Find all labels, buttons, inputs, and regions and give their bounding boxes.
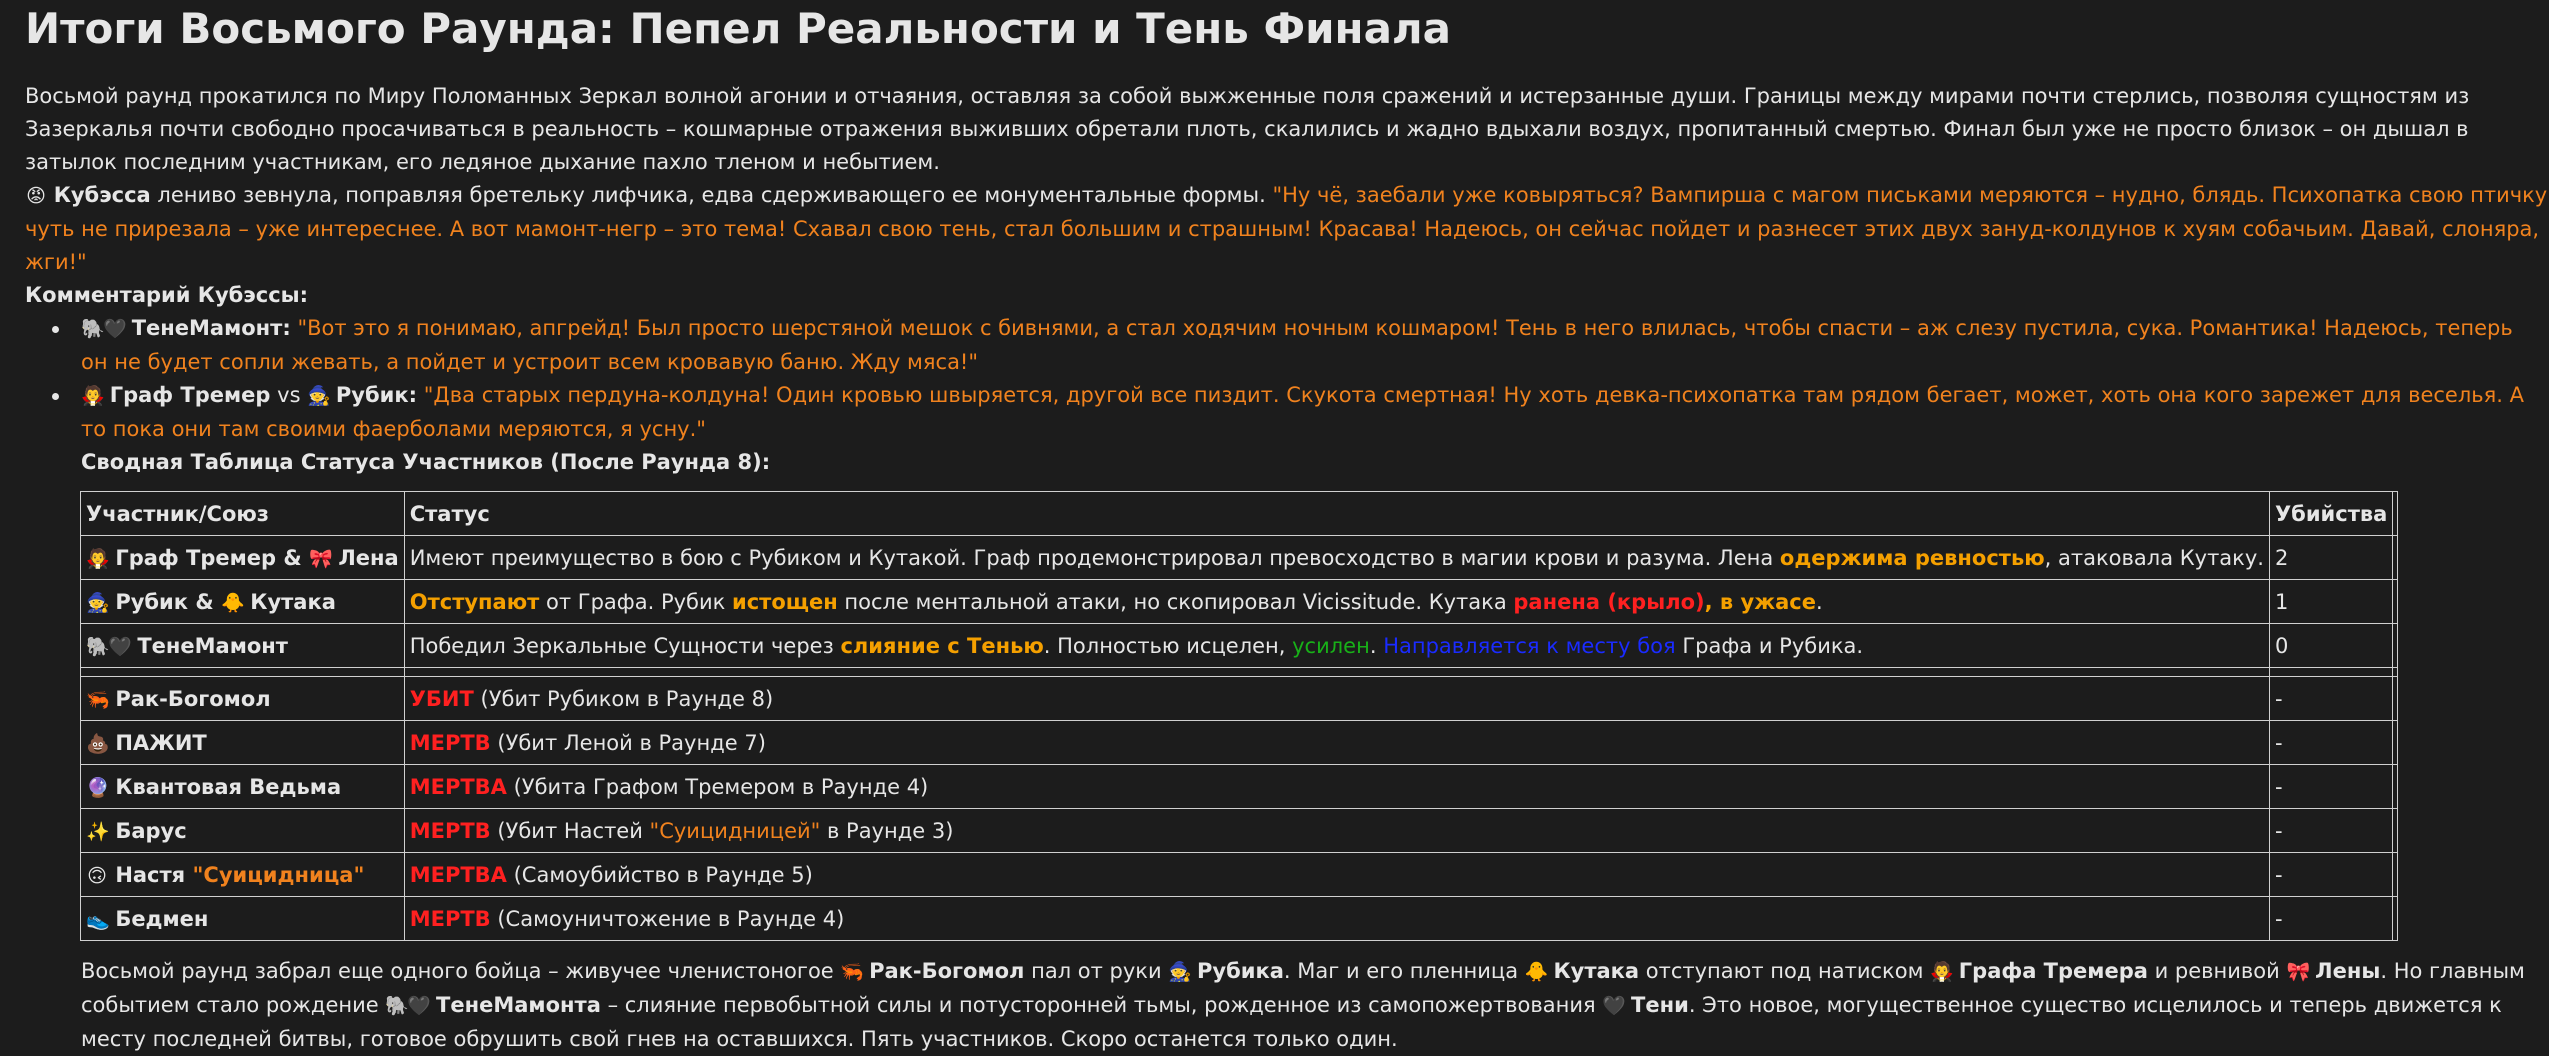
comment-quote: "Вот это я понимаю, апгрейд! Был просто шерстяной мешок с бивнями, а стал ходячим ночным кошмаром! Тень в него влилась, чтобы спасти – аж слезу пустила, сука. Романтика! Надеюсь, теперь он не будет сопли жевать, а пойдет и устроит всем кровавую баню. Жду мяса!" xyxy=(81,316,2513,374)
mage-icon: 🧙 xyxy=(307,385,331,407)
kubessa-paragraph xyxy=(25,179,2549,279)
participant-cell: 🧛 Граф Тремер & 🎀 Лена xyxy=(81,536,405,580)
participant-cell: 💩 ПАЖИТ xyxy=(81,721,405,765)
participant-cell: 🔮 Квантовая Ведьма xyxy=(81,765,405,809)
status-cell: МЕРТВА (Самоубийство в Раунде 5) xyxy=(404,853,2269,897)
black-heart-icon: 🖤 xyxy=(103,318,127,340)
ribbon-icon: 🎀 xyxy=(2286,961,2311,983)
table-title: Сводная Таблица Статуса Участников (После Раунда 8): xyxy=(81,450,771,474)
mammoth-icon: 🐘 xyxy=(385,995,410,1017)
header-kills: Убийства xyxy=(2269,492,2392,536)
header-status: Статус xyxy=(404,492,2269,536)
intro-paragraph: Восьмой раунд прокатился по Миру Поломанных Зеркал волной агонии и отчаяния, оставляя за собой выжженные поля сражений и истерзанные души. Границы между мирами почти стерлись, позволяя сущностям из Зазеркалья почти свободно просачиваться в реальность – кошмарные отражения выживших обретали плоть, скалились и жадно вдыхали воздух, пропитанный смертью. Финал был уже не просто близок – он дышал в затылок последним участникам, его ледяное дыхание пахло тленом и небытием. xyxy=(25,84,2470,174)
status-cell: МЕРТВ (Убит Леной в Раунде 7) xyxy=(404,721,2269,765)
comment-who-b: Рубик xyxy=(335,383,409,407)
table-gap-row xyxy=(81,668,2398,677)
kubessa-action: лениво зевнула, поправляя бретельку лифчика, едва сдерживающего ее монументальные формы. xyxy=(150,183,1273,207)
comment-who: ТенеМамонт xyxy=(131,316,283,340)
status-cell: Победил Зеркальные Сущности через слияние с Тенью. Полностью исцелен, усилен. Направляется к месту боя Графа и Рубика. xyxy=(404,624,2269,668)
participant-cell: 🧙 Рубик & 🐥 Кутака xyxy=(81,580,405,624)
status-cell: МЕРТВА (Убита Графом Тремером в Раунде 4) xyxy=(404,765,2269,809)
outro-paragraph: Восьмой раунд забрал еще одного бойца – живучее членистоногое 🦐 Рак-Богомол пал от руки 🧙 Рубика. Маг и его пленница 🐥 Кутака отступают под натиском 🧛 Графа Тремера и ревнивой 🎀 Лены. Но главным событием стало рождение 🐘🖤 ТенеМамонта – слияние первобытной силы и потусторонней тьмы, рожденное из самопожертвования 🖤 Тени. Это новое, могущественное существо исцелилось и теперь движется к месту последней битвы, готовое обрушить свой гнев на оставшихся. Пять участников. Скоро останется только один. xyxy=(81,955,2549,1056)
chick-icon: 🐥 xyxy=(1524,961,1549,983)
shrimp-icon: 🦐 xyxy=(86,688,110,711)
list-item: 🧛 Граф Тремер vs 🧙 Рубик: "Два старых пердуна-колдуна! Один кровью швыряется, другой все пиздит. Скукота смертная! Ну хоть девка-психопатка там рядом бегает, может, хоть она кого зарежет для веселья. А то пока они там своими фаерболами меряются, я усну." xyxy=(81,379,2549,446)
table-row xyxy=(81,536,2398,580)
shrimp-icon: 🦐 xyxy=(840,961,865,983)
kills-cell: - xyxy=(2269,897,2392,941)
black-heart-icon: 🖤 xyxy=(407,995,432,1017)
ribbon-icon: 🎀 xyxy=(309,547,333,570)
mammoth-icon: 🐘 xyxy=(81,318,105,340)
mage-icon: 🧙 xyxy=(1168,961,1192,983)
kubessa-name: Кубэсса xyxy=(53,183,151,207)
participant-cell: ✨ Барус xyxy=(81,809,405,853)
table-row xyxy=(81,765,2398,809)
comment-list xyxy=(25,312,2549,446)
kills-cell: 1 xyxy=(2269,580,2392,624)
kills-cell: - xyxy=(2269,677,2392,721)
status-cell: УБИТ (Убит Рубиком в Раунде 8) xyxy=(404,677,2269,721)
table-header-row xyxy=(81,492,2398,536)
status-cell: Имеют преимущество в бою с Рубиком и Кутакой. Граф продемонстрировал превосходство в магии крови и разума. Лена одержима ревностью, атаковала Кутаку. xyxy=(404,536,2269,580)
vampire-icon: 🧛 xyxy=(81,385,105,407)
mammoth-icon: 🐘 xyxy=(86,635,110,658)
table-row xyxy=(81,580,2398,624)
sparkles-icon: ✨ xyxy=(86,820,110,843)
vampire-icon: 🧛 xyxy=(86,547,110,570)
table-row xyxy=(81,809,2398,853)
table-row xyxy=(81,853,2398,897)
list-item: 🐘🖤 ТенеМамонт: "Вот это я понимаю, апгрейд! Был просто шерстяной мешок с бивнями, а стал ходячим ночным кошмаром! Тень в него влилась, чтобы спасти – аж слезу пустила, сука. Романтика! Надеюсь, теперь он не будет сопли жевать, а пойдет и устроит всем кровавую баню. Жду мяса!" xyxy=(81,312,2549,379)
comment-who-a: Граф Тремер xyxy=(109,383,271,407)
kubessa-quote: "Ну чё, заебали уже ковыряться? Вампирша с магом письками меряются – нудно, блядь. Психопатка свою птичку чуть не прирезала – уже интереснее. А вот мамонт-негр – это тема! Схавал свою тень, стал большим и страшным! Красава! Надеюсь, он сейчас пойдет и разнесет этих двух зануд-колдунов к хуям собачьим. Давай, слоняра, жги!" xyxy=(25,183,2548,274)
page-title: Итоги Восьмого Раунда: Пепел Реальности и Тень Финала xyxy=(25,4,1452,53)
status-cell: Отступают от Графа. Рубик истощен после ментальной атаки, но скопировал Vicissitude. Кутака ранена (крыло), в ужасе. xyxy=(404,580,2269,624)
status-cell: МЕРТВ (Самоуничтожение в Раунде 4) xyxy=(404,897,2269,941)
kills-cell: 0 xyxy=(2269,624,2392,668)
header-participant: Участник/Союз xyxy=(81,492,405,536)
kills-cell: - xyxy=(2269,853,2392,897)
comment-header: Комментарий Кубэссы: xyxy=(25,283,309,307)
mage-icon: 🧙 xyxy=(86,591,110,614)
vampire-icon: 🧛 xyxy=(1930,961,1954,983)
header-extra xyxy=(2393,492,2398,536)
poop-icon: 💩 xyxy=(86,732,110,755)
upside-down-face-icon: 🙃 xyxy=(87,864,107,887)
participant-cell: 🦐 Рак-Богомол xyxy=(81,677,405,721)
kills-cell: - xyxy=(2269,809,2392,853)
shoe-icon: 👟 xyxy=(86,908,110,931)
black-heart-icon: 🖤 xyxy=(1602,995,1626,1017)
table-row xyxy=(81,897,2398,941)
table-row xyxy=(81,624,2398,668)
crystal-ball-icon: 🔮 xyxy=(86,776,110,799)
participant-cell: 👟 Бедмен xyxy=(81,897,405,941)
comment-quote: "Два старых пердуна-колдуна! Один кровью швыряется, другой все пиздит. Скукота смертная! Ну хоть девка-психопатка там рядом бегает, может, хоть она кого зарежет для веселья. А то пока они там своими фаерболами меряются, я усну." xyxy=(81,383,2524,441)
angry-face-icon: 😡 xyxy=(26,185,46,207)
black-heart-icon: 🖤 xyxy=(108,635,132,658)
chick-icon: 🐥 xyxy=(220,591,245,614)
table-row xyxy=(81,677,2398,721)
participant-cell: 🐘🖤 ТенеМамонт xyxy=(81,624,405,668)
comment-vs: vs xyxy=(270,383,308,407)
kills-cell: - xyxy=(2269,765,2392,809)
kills-cell: - xyxy=(2269,721,2392,765)
status-cell: МЕРТВ (Убит Настей "Суицидницей" в Раунде 3) xyxy=(404,809,2269,853)
participant-cell: 🙃 Настя "Суицидница" xyxy=(81,853,405,897)
kills-cell: 2 xyxy=(2269,536,2392,580)
table-row xyxy=(81,721,2398,765)
status-table xyxy=(80,491,2398,941)
